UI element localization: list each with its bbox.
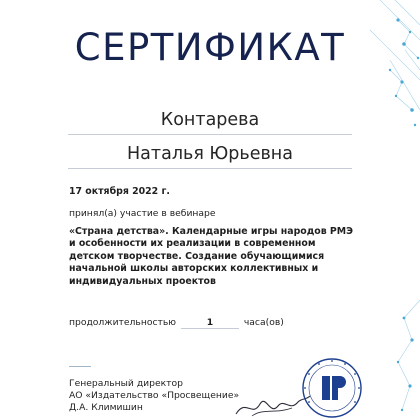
signatory-title: Генеральный директор bbox=[69, 378, 183, 389]
divider bbox=[68, 134, 352, 135]
publisher-seal bbox=[300, 356, 364, 420]
webinar-title: «Страна детства». Календарные игры народов РМЭ и особенности их реализации в современном детском творчестве. Создание обучающимися начальной школы авторских коллективных и индивидуальных проектов bbox=[69, 226, 354, 287]
signatory-name: Д.А. Климишин bbox=[69, 402, 143, 413]
given-names-text: Наталья Юрьевна bbox=[127, 144, 293, 164]
decorative-pattern bbox=[380, 300, 420, 420]
duration-label: продолжительностью bbox=[69, 317, 177, 328]
participation-text: принял(а) участие в вебинаре bbox=[69, 208, 216, 219]
surname bbox=[68, 110, 352, 130]
signatory-org: АО «Издательство «Просвещение» bbox=[69, 390, 240, 401]
duration-line bbox=[69, 317, 284, 329]
duration-unit: часа(ов) bbox=[243, 317, 284, 328]
decorative-pattern bbox=[360, 0, 420, 140]
certificate-title: СЕРТИФИКАТ bbox=[74, 26, 346, 69]
divider bbox=[69, 366, 91, 367]
signatory-block bbox=[69, 378, 239, 414]
duration-value: 1 bbox=[181, 317, 239, 329]
certificate-date: 17 октября 2022 г. bbox=[69, 186, 170, 197]
surname-text: Контарева bbox=[160, 110, 260, 130]
given-names bbox=[68, 144, 352, 164]
divider bbox=[68, 168, 352, 169]
